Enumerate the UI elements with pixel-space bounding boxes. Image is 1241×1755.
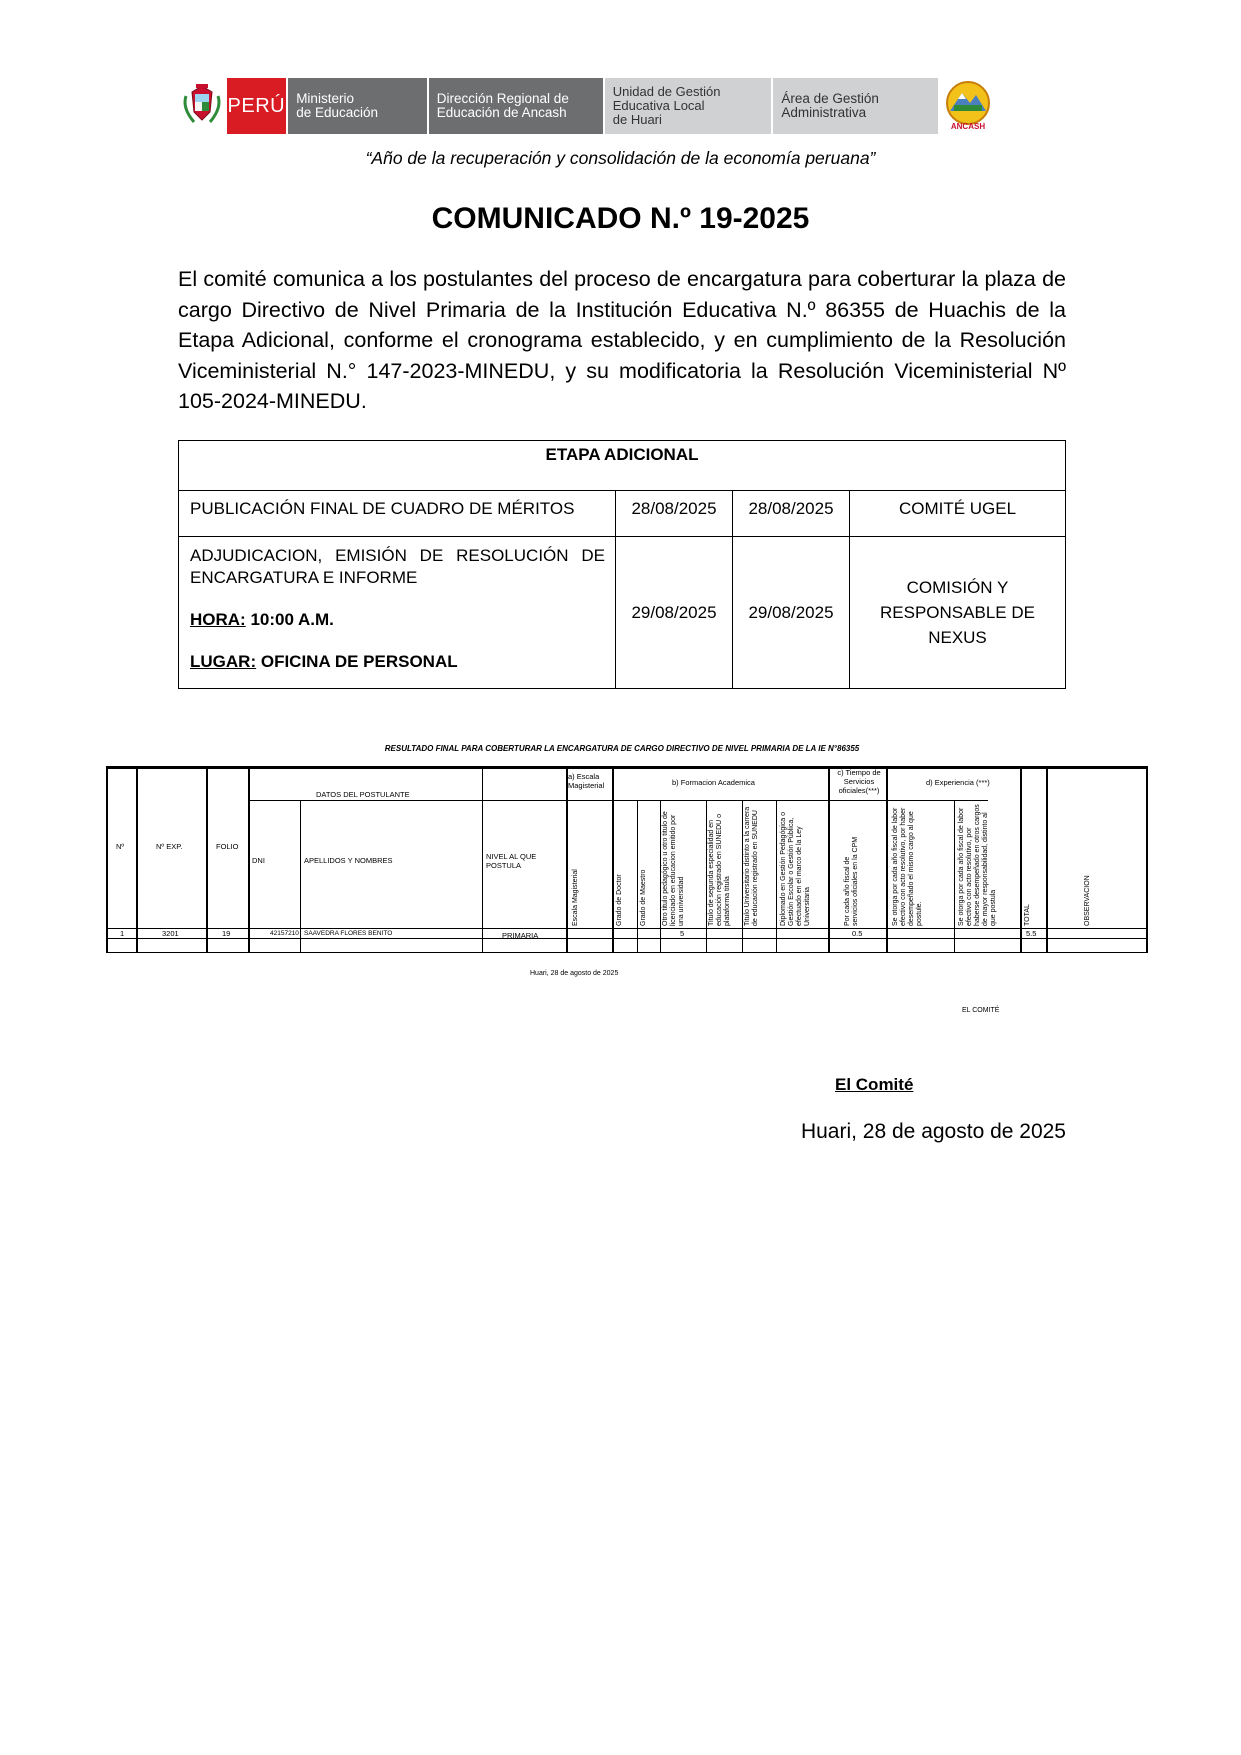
etapa-end: 28/08/2025	[733, 491, 850, 537]
col-folio: FOLIO	[216, 842, 239, 851]
col-doctor: Grado de Doctor	[616, 874, 623, 926]
col-observacion: OBSERVACION	[1084, 875, 1091, 926]
header-banner	[178, 78, 996, 134]
col-diplomado: Diplomado en Gestión Pedagógica o Gestión Escolar o Gestión Pública, efectuado en el marco de la Ley Universitaria	[780, 811, 811, 926]
etapa-end: 29/08/2025	[733, 537, 850, 689]
direccion-regional-block: Dirección Regional de Educación de Ancash	[429, 78, 603, 134]
result-date: Huari, 28 de agosto de 2025	[530, 970, 619, 977]
result-title: RESULTADO FINAL PARA COBERTURAR LA ENCARGATURA DE CARGO DIRECTIVO DE NIVEL PRIMARIA DE LA IE N°86355	[384, 744, 860, 753]
col-escala: Escala Magisterial	[572, 869, 579, 926]
etapa-table	[178, 440, 1066, 689]
cell-nombres: SAAVEDRA FLORES BENITO	[304, 930, 393, 937]
col-total: TOTAL	[1024, 904, 1031, 926]
intro-paragraph: El comité comunica a los postulantes del proceso de encargatura para coberturar la plaza de cargo Directivo de Nivel Primaria de la Institución Educativa N.º 86355 de Huachis de la Etapa Adicional, conforme el cronograma establecido, y en cumplimiento de la Resolución Viceministerial N.° 147-2023-MINEDU, y su modificatoria la Resolución Viceministerial Nº 105-2024-MINEDU.	[178, 267, 1066, 413]
etapa-resp: COMISIÓN Y RESPONSABLE DE NEXUS	[850, 537, 1066, 689]
group-tiempo: c) Tiempo de Servicios oficiales(***)	[837, 768, 881, 795]
col-exp1: Se otorga por cada año fiscal de labor efectivo con acto resolutivo, por haber desempeñado el mismo cargo al que postule.	[892, 807, 923, 926]
etapa-lugar: LUGAR: OFICINA DE PERSONAL	[190, 652, 458, 671]
col-nivel: NIVEL AL QUE POSTULA	[486, 852, 537, 870]
ministerio-block: Ministerio de Educación	[288, 78, 427, 134]
col-maestro: Grado de Maestro	[640, 869, 647, 926]
group-experiencia: d) Experiencia (***)	[926, 778, 990, 787]
col-otro-titulo: Otro titulo pedagógico u otro titulo de licenciado en educacion emitido por una universidad	[662, 811, 685, 926]
etapa-heading: ETAPA ADICIONAL	[179, 441, 1066, 491]
col-nombres: APELLIDOS Y NOMBRES	[304, 856, 393, 865]
group-formacion: b) Formacion Academica	[672, 778, 755, 787]
etapa-start: 29/08/2025	[616, 537, 733, 689]
col-dni: DNI	[252, 856, 265, 865]
page-title: COMUNICADO N.º 19-2025	[431, 202, 810, 235]
result-signature: EL COMITÉ	[962, 1007, 1000, 1014]
etapa-resp: COMITÉ UGEL	[850, 491, 1066, 537]
cell-otro-titulo: 5	[680, 929, 685, 938]
col-titulo-univ: Titulo Universitario distinto a la carrera de educación registrado en SUNEDU	[744, 806, 759, 926]
result-table	[106, 766, 1148, 956]
svg-text:ANCASH: ANCASH	[950, 122, 986, 131]
col-n: Nº	[116, 842, 125, 851]
area-gestion-block: Área de Gestión Administrativa	[773, 78, 938, 134]
motto: “Año de la recuperación y consolidación de la economía peruana”	[365, 148, 876, 168]
col-titulo-segunda: Titulo de segunda especialidad en educación registrado en SUNEDU o plataforma titula	[708, 813, 731, 926]
ancash-logo-icon	[940, 78, 996, 134]
cell-dni: 42157210	[270, 930, 299, 937]
etapa-desc: ADJUDICACION, EMISIÓN DE RESOLUCIÓN DE ENCARGATURA E INFORME	[190, 546, 605, 587]
cell-nivel: PRIMARIA	[502, 931, 539, 940]
cell-folio: 19	[222, 929, 231, 938]
cell-total: 5.5	[1026, 929, 1037, 938]
etapa-hora: HORA: 10:00 A.M.	[190, 610, 334, 629]
etapa-desc-block	[179, 537, 616, 689]
ugel-block: Unidad de Gestión Educativa Local de Huari	[605, 78, 772, 134]
col-tiempo: Por cada año fiscal de servicios oficiales en la CPM	[844, 836, 859, 926]
cell-n: 1	[120, 929, 125, 938]
cell-tiempo: 0.5	[852, 929, 863, 938]
table-row	[179, 491, 1066, 537]
col-exp2: Se otorga por cada año fiscal de labor efectivo con acto resolutivo, por haberse desempeñado en otros cargos de mayor responsabilidad, distinto al que postula	[958, 804, 997, 926]
col-datos: DATOS DEL POSTULANTE	[316, 790, 410, 799]
table-row	[179, 537, 1066, 689]
etapa-start: 28/08/2025	[616, 491, 733, 537]
coat-of-arms-icon	[178, 78, 227, 134]
etapa-desc: PUBLICACIÓN FINAL DE CUADRO DE MÉRITOS	[179, 491, 616, 537]
col-exp: Nº EXP.	[156, 842, 183, 851]
group-escala: a) Escala Magisterial	[568, 772, 605, 790]
peru-brand: PERÚ	[227, 78, 287, 134]
cell-exp: 3201	[162, 929, 179, 938]
place-date: Huari, 28 de agosto de 2025	[800, 1120, 1066, 1143]
signature-comite: El Comité	[835, 1075, 914, 1094]
